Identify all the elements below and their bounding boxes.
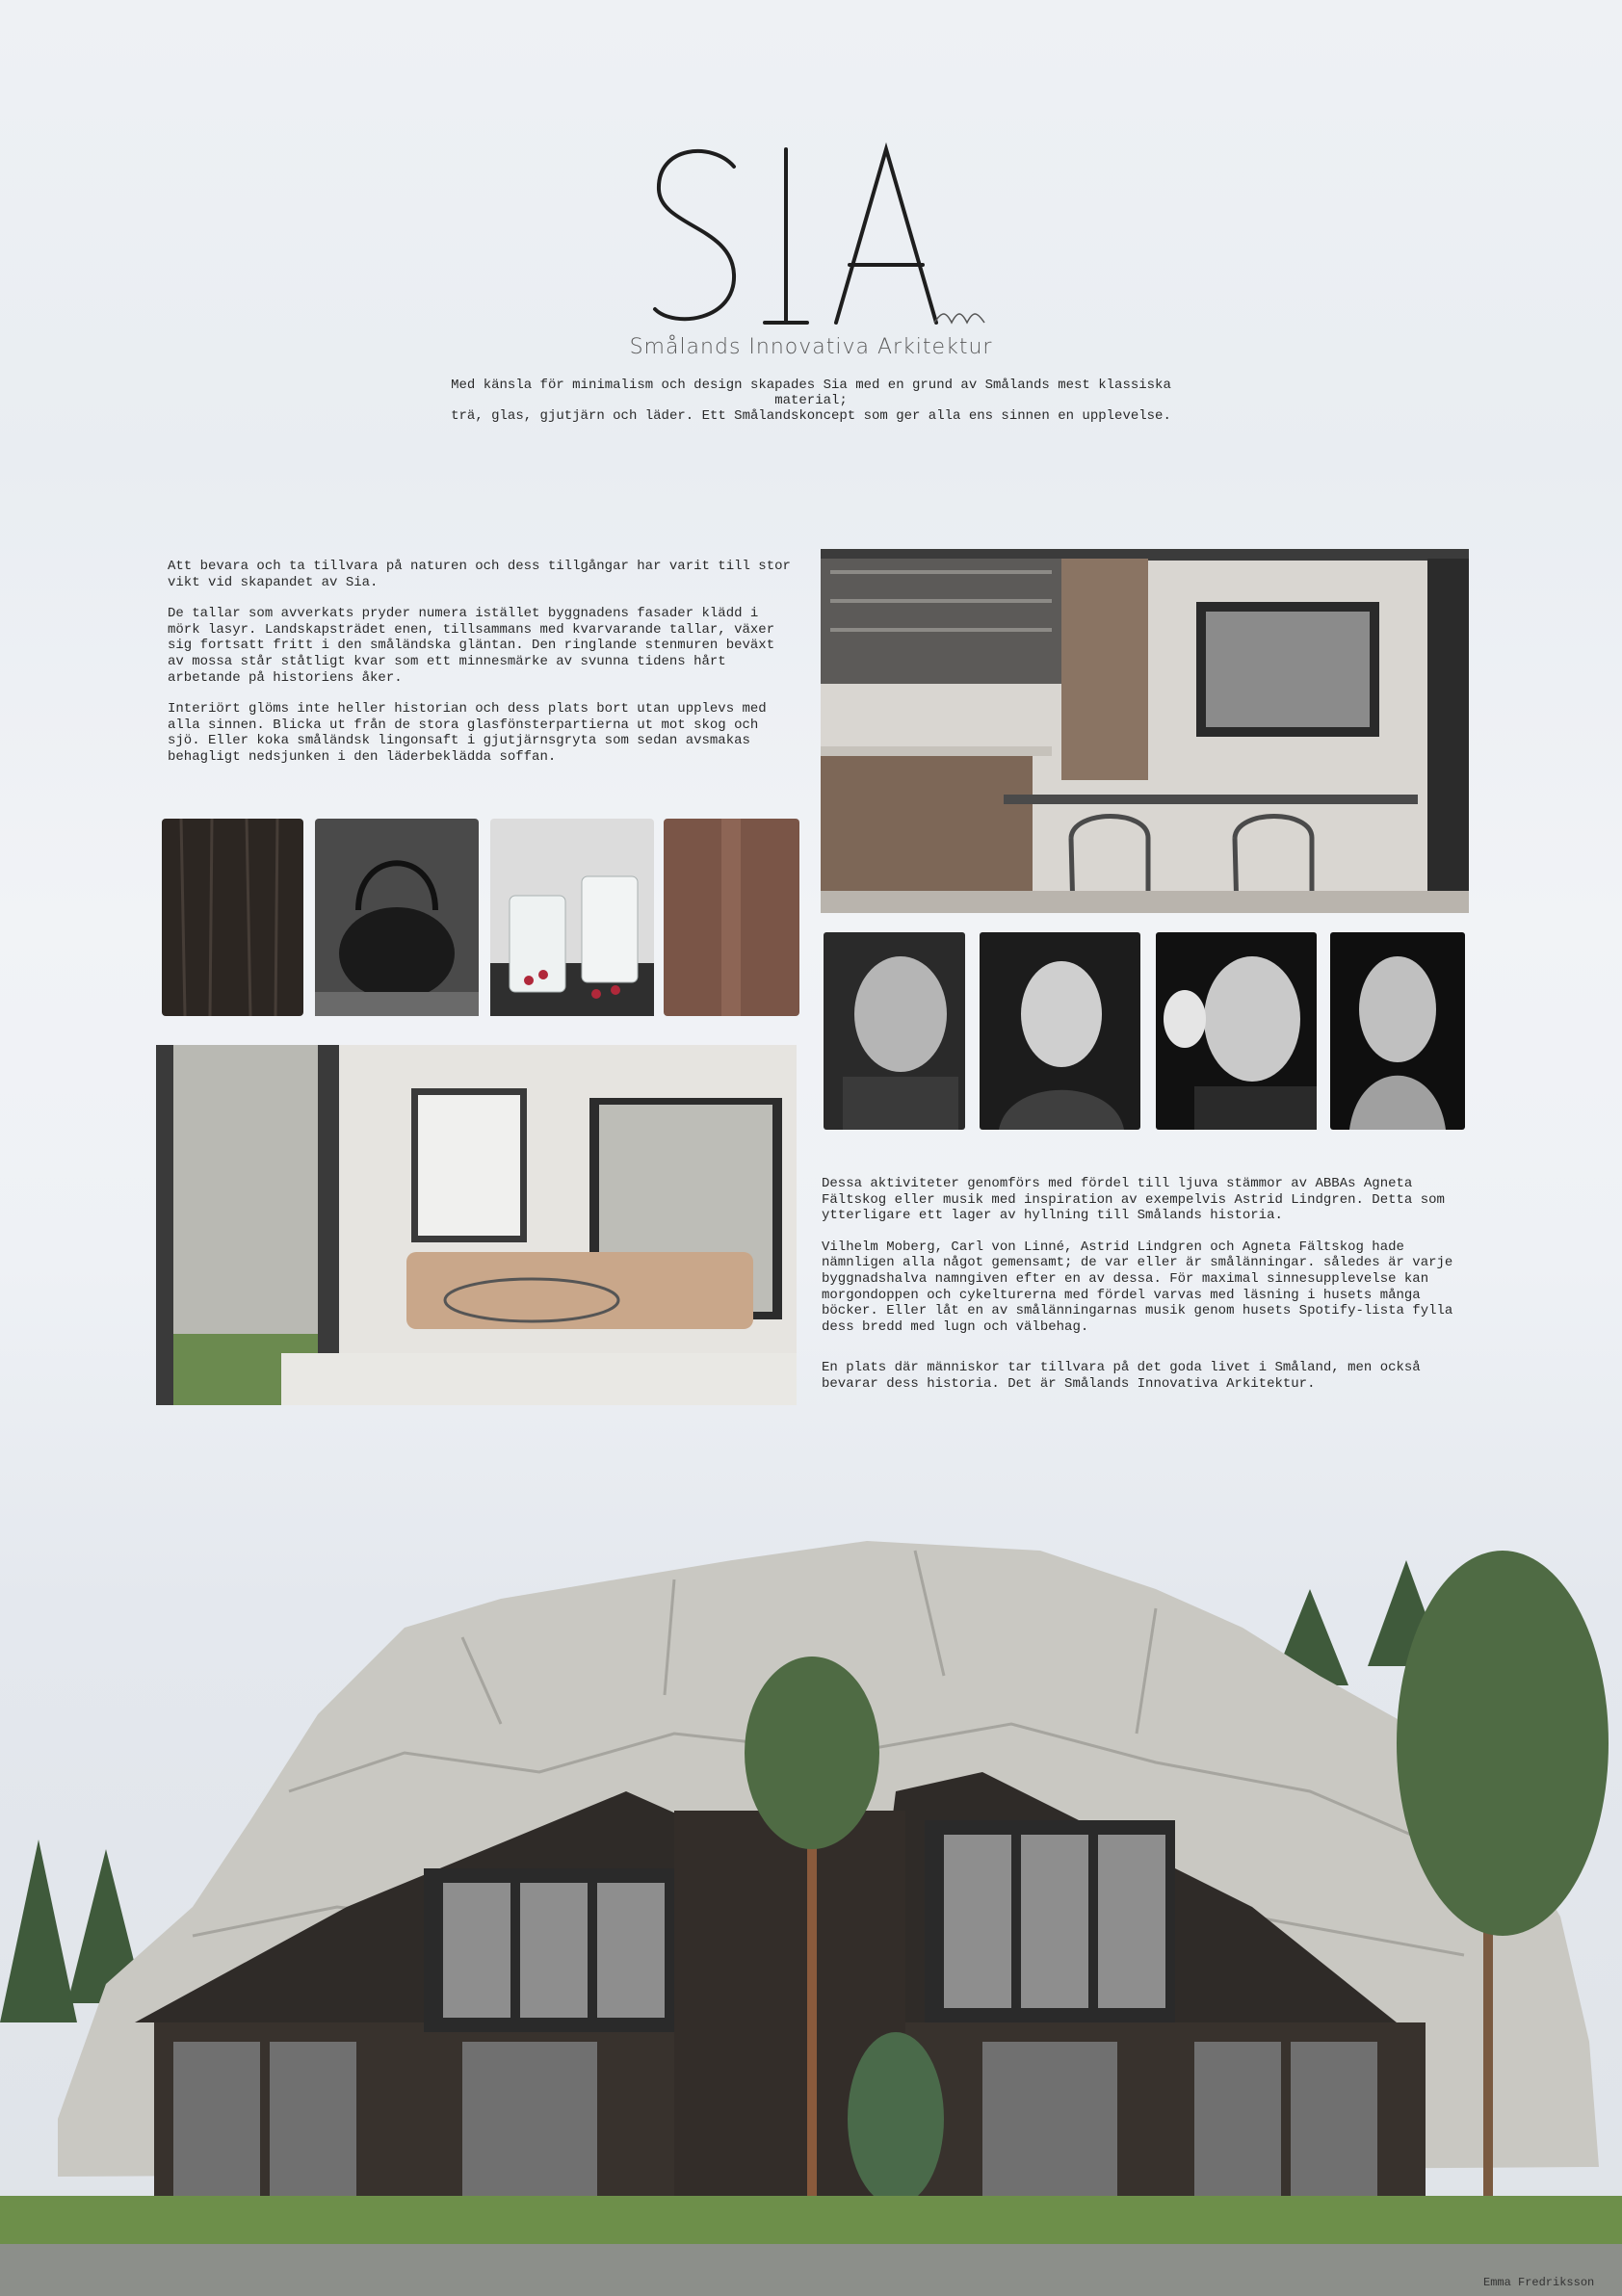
left-paragraph-2: De tallar som avverkats pryder numera istället byggnadens fasader klädd i mörk lasyr. Landskapsträdet enen, tillsammans med kvarvarande tallar, växer sig fortsatt fritt i den småländska gläntan. Den ringlande stenmuren beväxt av mossa står ståtligt kvar som ett minnesmärke av svunna tidens hårt arbetande på historiens åker. bbox=[168, 606, 775, 686]
right-paragraph-1: Dessa aktiviteter genomförs med fördel till ljuva stämmor av ABBAs Agneta Fältskog eller musik med inspiration av exempelvis Astrid Lindgren. Detta som ytterligare ett lager av hyllning till Smålands historia. bbox=[822, 1176, 1445, 1224]
right-paragraph-2: Vilhelm Moberg, Carl von Linné, Astrid Lindgren och Agneta Fältskog hade nämnligen alla något gemensamt; de var eller är smålänningar. således är varje byggnadshalva namngiven efter en av dessa. För maximal sinnesupplevelse kan morgondoppen och cykelturerna med fördel varvas med läsning i husets många böcker. Eller låt en av smålänningarnas musik genom husets Spotify-lista fylla dess bredd med lugn och välbehag. bbox=[822, 1239, 1453, 1335]
cast-iron-teapot-image bbox=[315, 819, 479, 1016]
portrait-agneta-faltskog-image bbox=[1330, 932, 1465, 1130]
right-paragraph-3: En plats där människor tar tillvara på det goda livet i Småland, men också bevarar dess historia. Det är Smålands Innovativa Arkitektur. bbox=[822, 1360, 1421, 1392]
living-room-render-image bbox=[156, 1045, 797, 1405]
credit-name: Emma Fredriksson bbox=[1483, 2276, 1595, 2289]
intro-line-1: Med känsla för minimalism och design skapades Sia med en grund av Smålands mest klassiska material; bbox=[451, 378, 1171, 408]
left-paragraph-1: Att bevara och ta tillvara på naturen och dess tillgångar har varit till stor vikt vid skapandet av Sia. bbox=[168, 559, 791, 590]
kitchen-render-image bbox=[821, 549, 1469, 913]
right-text-block bbox=[822, 1176, 1467, 1408]
portrait-carl-von-linne-image bbox=[980, 932, 1140, 1130]
house-exterior-render-image bbox=[0, 1502, 1622, 2296]
left-paragraph-3: Interiört glöms inte heller historian och dess plats bort utan upplevs med alla sinnen. Blicka ut från de stora glasfönsterpartierna ut mot skog och sjö. Eller koka småländsk lingonsaft i gjutjärnsgryta som sedan avsmakas behagligt nedsjunken i den läderbeklädda soffan. bbox=[168, 701, 767, 765]
intro-line-2: trä, glas, gjutjärn och läder. Ett Smålandskoncept som ger alla ens sinnen en upplevelse. bbox=[451, 408, 1171, 424]
portrait-vilhelm-moberg-image bbox=[824, 932, 965, 1130]
portrait-astrid-lindgren-image bbox=[1156, 932, 1317, 1130]
leather-texture-image bbox=[664, 819, 799, 1016]
wood-texture-image bbox=[162, 819, 303, 1016]
intro-text bbox=[424, 378, 1198, 424]
sia-logo bbox=[645, 140, 992, 332]
subtitle: Smålands Innovativa Arkitektur bbox=[629, 335, 993, 359]
left-text-block bbox=[168, 559, 794, 781]
glasses-lingon-image bbox=[490, 819, 654, 1016]
